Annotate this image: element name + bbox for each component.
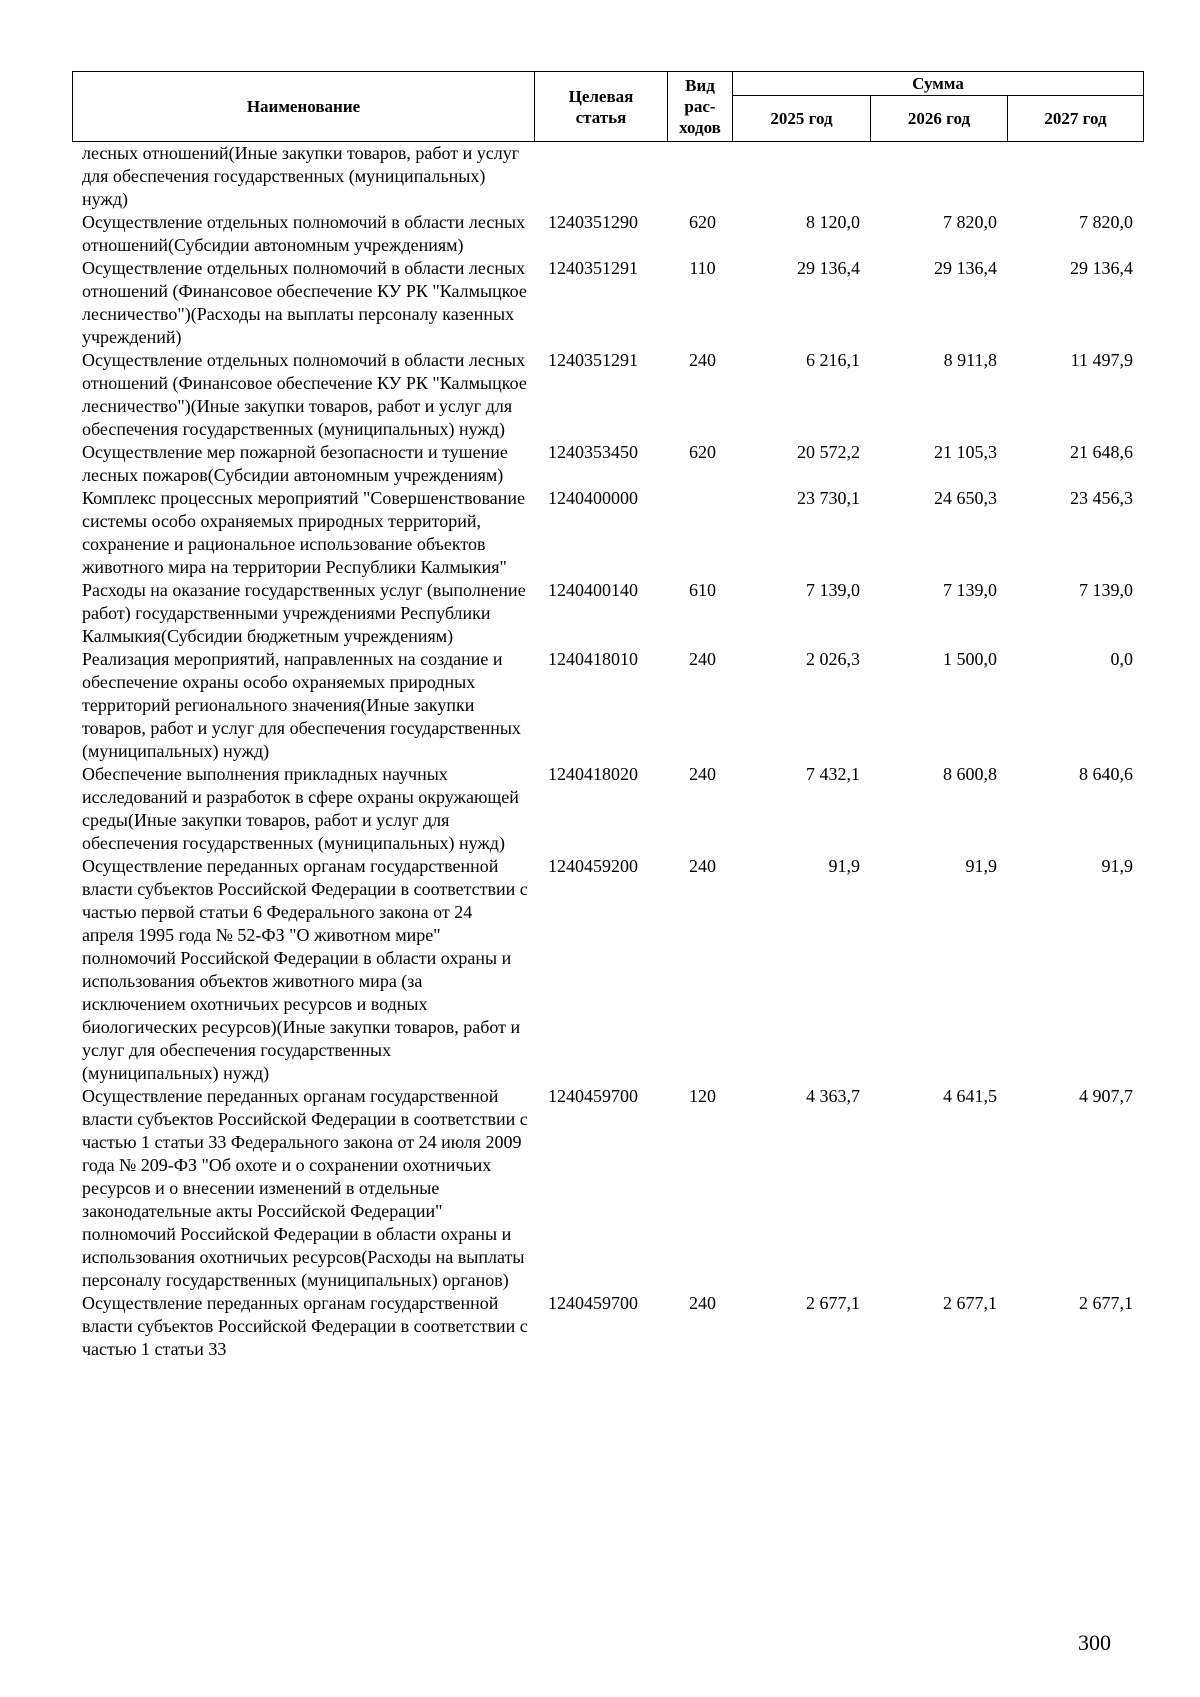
- row-sum-2025: 29 136,4: [797, 258, 860, 278]
- row-target-article: 1240351290: [548, 212, 638, 232]
- row-sum-2026: 24 650,3: [934, 488, 997, 508]
- header-year-2026: 2026 год: [871, 96, 1008, 142]
- table-row: [72, 441, 1143, 487]
- row-sum-2026: 4 641,5: [943, 1086, 997, 1106]
- row-sum-2025: 2 677,1: [806, 1293, 860, 1313]
- row-sum-2027: 23 456,3: [1070, 488, 1133, 508]
- row-target-article: 1240351291: [548, 258, 638, 278]
- row-target-article: 1240353450: [548, 442, 638, 462]
- row-expense-type: 240: [689, 856, 716, 876]
- row-expense-type: 240: [689, 649, 716, 669]
- row-sum-2025: 4 363,7: [806, 1086, 860, 1106]
- table-row: [72, 487, 1143, 579]
- row-target-article: 1240418020: [548, 764, 638, 784]
- header-name: Наименование: [73, 72, 535, 142]
- row-expense-type: 240: [689, 764, 716, 784]
- table-row: [72, 257, 1143, 349]
- row-sum-2027: 7 820,0: [1079, 212, 1133, 232]
- row-target-article: 1240459700: [548, 1086, 638, 1106]
- row-name: Реализация мероприятий, направленных на создание и обеспечение охраны особо охраняемых природных территорий регионального значения(Иные закупки товаров, работ и услуг для обеспечения государственных (муниципальных) нужд): [82, 649, 521, 761]
- row-sum-2027: 29 136,4: [1070, 258, 1133, 278]
- row-sum-2025: 6 216,1: [806, 350, 860, 370]
- row-sum-2025: 8 120,0: [806, 212, 860, 232]
- page-number: 300: [1078, 1630, 1111, 1655]
- header-year-2027: 2027 год: [1008, 96, 1144, 142]
- row-expense-type: 610: [689, 580, 716, 600]
- table-header: [72, 71, 1144, 142]
- row-sum-2026: 2 677,1: [943, 1293, 997, 1313]
- row-sum-2026: 21 105,3: [934, 442, 997, 462]
- row-sum-2026: 8 600,8: [943, 764, 997, 784]
- row-target-article: 1240400000: [548, 488, 638, 508]
- row-sum-2027: 2 677,1: [1079, 1293, 1133, 1313]
- row-expense-type: [667, 487, 732, 579]
- budget-table-page: [72, 71, 1143, 1361]
- row-expense-type: 110: [689, 258, 716, 278]
- row-sum-2025: 91,9: [828, 856, 860, 876]
- row-sum-2027: 91,9: [1101, 856, 1133, 876]
- row-sum-2027: 11 497,9: [1070, 350, 1133, 370]
- row-target-article: 1240459700: [548, 1293, 638, 1313]
- row-name: Обеспечение выполнения прикладных научных исследований и разработок в сфере охраны окружающей среды(Иные закупки товаров, работ и услуг для обеспечения государственных (муниципальных) нужд): [82, 764, 519, 853]
- row-name: Расходы на оказание государственных услуг (выполнение работ) государственными учреждениями Республики Калмыкия(Субсидии бюджетным учреждениям): [82, 580, 526, 646]
- row-expense-type: 620: [689, 442, 716, 462]
- row-target-article: 1240418010: [548, 649, 638, 669]
- table-row: [72, 855, 1143, 1085]
- row-sum-2025: 7 432,1: [806, 764, 860, 784]
- header-target-article: Целевая статья: [535, 72, 668, 142]
- row-expense-type: 240: [689, 1293, 716, 1313]
- row-expense-type: 240: [689, 350, 716, 370]
- row-name: Комплекс процессных мероприятий "Совершенствование системы особо охраняемых природных территорий, сохранение и рациональное использование объектов животного мира на территории Республики Калмыкия": [82, 488, 525, 577]
- row-sum-2027: 8 640,6: [1079, 764, 1133, 784]
- row-sum-2027: 4 907,7: [1079, 1086, 1133, 1106]
- table-row: [72, 211, 1143, 257]
- table-row: [72, 349, 1143, 441]
- row-sum-2025: 23 730,1: [797, 488, 860, 508]
- row-sum-2026: 1 500,0: [943, 649, 997, 669]
- row-name: лесных отношений(Иные закупки товаров, работ и услуг для обеспечения государственных (муниципальных) нужд): [82, 143, 520, 209]
- table-row: [72, 648, 1143, 763]
- row-expense-type: 620: [689, 212, 716, 232]
- row-sum-2026: [870, 142, 1007, 211]
- row-target-article: 1240459200: [548, 856, 638, 876]
- row-sum-2027: 0,0: [1110, 649, 1133, 669]
- row-name: Осуществление переданных органам государственной власти субъектов Российской Федерации в соответствии с частью 1 статьи 33 Федерального закона от 24 июля 2009 года № 209-ФЗ "Об охоте и о сохранении охотничьих ресурсов и о внесении изменений в отдельные законодательные акты Российской Федерации" полномочий Российской Федерации в области охраны и использования охотничьих ресурсов(Расходы на выплаты персоналу государственных (муниципальных) органов): [82, 1086, 528, 1290]
- row-sum-2026: 8 911,8: [943, 350, 997, 370]
- row-name: Осуществление отдельных полномочий в области лесных отношений(Субсидии автономным учреждениям): [82, 212, 526, 255]
- row-target-article: 1240351291: [548, 350, 638, 370]
- table-row: [72, 763, 1143, 855]
- row-sum-2026: 7 139,0: [943, 580, 997, 600]
- row-sum-2027: [1007, 142, 1143, 211]
- row-target-article: 1240400140: [548, 580, 638, 600]
- row-name: Осуществление мер пожарной безопасности и тушение лесных пожаров(Субсидии автономным учреждениям): [82, 442, 508, 485]
- table-body: [72, 142, 1143, 1361]
- row-target-article: [534, 142, 667, 211]
- row-sum-2026: 7 820,0: [943, 212, 997, 232]
- row-expense-type: 120: [689, 1086, 716, 1106]
- row-sum-2027: 21 648,6: [1070, 442, 1133, 462]
- row-sum-2025: 7 139,0: [806, 580, 860, 600]
- row-name: Осуществление переданных органам государственной власти субъектов Российской Федерации в соответствии с частью 1 статьи 33: [82, 1293, 528, 1359]
- row-name: Осуществление отдельных полномочий в области лесных отношений (Финансовое обеспечение КУ РК "Калмыцкое лесничество")(Иные закупки товаров, работ и услуг для обеспечения государственных (муниципальных) нужд): [82, 350, 527, 439]
- row-expense-type: [667, 142, 732, 211]
- row-sum-2025: 2 026,3: [806, 649, 860, 669]
- row-sum-2025: [732, 142, 870, 211]
- header-year-2025: 2025 год: [733, 96, 871, 142]
- row-name: Осуществление отдельных полномочий в области лесных отношений (Финансовое обеспечение КУ РК "Калмыцкое лесничество")(Расходы на выплаты персоналу казенных учреждений): [82, 258, 527, 347]
- table-row: [72, 1292, 1143, 1361]
- row-sum-2027: 7 139,0: [1079, 580, 1133, 600]
- table-row: [72, 142, 1143, 211]
- table-row: [72, 579, 1143, 648]
- row-sum-2025: 20 572,2: [797, 442, 860, 462]
- row-sum-2026: 91,9: [965, 856, 997, 876]
- header-sum: Сумма: [733, 72, 1144, 96]
- row-sum-2026: 29 136,4: [934, 258, 997, 278]
- row-name: Осуществление переданных органам государственной власти субъектов Российской Федерации в соответствии с частью первой статьи 6 Федерального закона от 24 апреля 1995 года № 52-ФЗ "О животном мире" полномочий Российской Федерации в области охраны и использования объектов животного мира (за исключением охотничьих ресурсов и водных биологических ресурсов)(Иные закупки товаров, работ и услуг для обеспечения государственных (муниципальных) нужд): [82, 856, 528, 1083]
- table-row: [72, 1085, 1143, 1292]
- header-expense-type: Вид рас-ходов: [668, 72, 733, 142]
